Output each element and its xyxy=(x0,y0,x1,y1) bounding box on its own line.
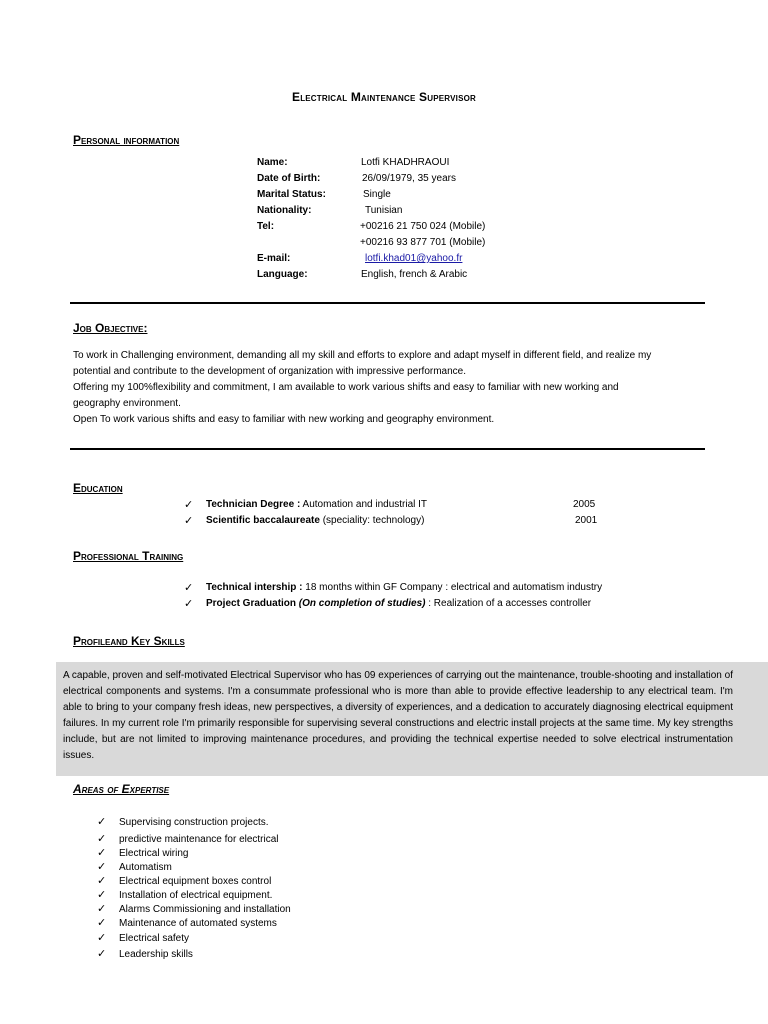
expertise-item: Electrical wiring xyxy=(119,848,189,859)
checkmark-icon: ✓ xyxy=(97,889,107,901)
page-title: Electrical Maintenance Supervisor xyxy=(291,90,477,104)
dob-value: 26/09/1979, 35 years xyxy=(362,173,456,184)
checkmark-icon: ✓ xyxy=(97,932,107,944)
education-year: 2005 xyxy=(573,499,596,510)
personal-row-tel-2 xyxy=(257,237,657,253)
objective-line: potential and contribute to the development of organization with impressive performance. xyxy=(73,366,467,377)
expertise-item: Automatism xyxy=(119,862,172,873)
training-note: (On completion of studies) xyxy=(298,598,426,609)
profile-text: A capable, proven and self-motivated Electrical Supervisor who has 09 experiences of carrying out the maintenance, trouble-shooting and installation of electrical components and systems. I'm a consummate professional who is more than able to provide effective leadership to any electrical team. I'm able to bring to your company fresh ideas, new perspectives, a diversity of experiences, and a dedication to accurately diagnosing electrical equipment failures. In my current role I'm primarily responsible for supervising several constructions and electric install projects at the same time. My key strengths include, but are not limited to improving maintenance procedures, and providing the technical expertise needed to solve electrical instrumentation issues. xyxy=(63,670,733,761)
checkmark-icon: ✓ xyxy=(184,499,194,511)
expertise-item: Maintenance of automated systems xyxy=(119,918,277,929)
education-item xyxy=(206,515,424,526)
expertise-item: Electrical safety xyxy=(119,933,190,944)
checkmark-icon: ✓ xyxy=(97,875,107,887)
personal-info-heading: Personal information xyxy=(73,133,180,147)
marital-value: Single xyxy=(363,189,391,200)
tel-value-2: +00216 93 877 701 (Mobile) xyxy=(360,237,486,248)
expertise-item: Leadership skills xyxy=(119,949,193,960)
training-item xyxy=(206,598,591,609)
personal-row-tel xyxy=(257,221,657,237)
checkmark-icon: ✓ xyxy=(97,847,107,859)
expertise-item: Alarms Commissioning and installation xyxy=(119,904,291,915)
education-heading: Education xyxy=(73,481,123,495)
education-detail: (speciality: technology) xyxy=(319,515,425,526)
objective-line: To work in Challenging environment, demanding all my skill and efforts to explore and adapt myself in different field, and realize my xyxy=(73,350,652,361)
expertise-item: Installation of electrical equipment. xyxy=(119,890,273,901)
checkmark-icon: ✓ xyxy=(184,582,194,594)
dob-label: Date of Birth: xyxy=(257,173,321,184)
divider xyxy=(70,302,705,304)
training-title: Technical intership : xyxy=(206,582,303,593)
education-item xyxy=(206,499,427,510)
marital-label: Marital Status: xyxy=(257,189,326,200)
personal-row-language xyxy=(257,269,657,285)
training-item xyxy=(206,582,602,593)
training-detail: 18 months within GF Company : electrical and automatism industry xyxy=(302,582,603,593)
objective-line: Offering my 100%flexibility and commitment, I am available to work various shifts and easy to familiar with new working and xyxy=(73,382,619,393)
personal-row-name xyxy=(257,157,657,173)
checkmark-icon: ✓ xyxy=(97,861,107,873)
education-degree: Technician Degree : xyxy=(206,499,301,510)
name-value: Lotfi KHADHRAOUI xyxy=(361,157,450,168)
personal-row-nationality xyxy=(257,205,657,221)
personal-row-marital xyxy=(257,189,657,205)
tel-value-1: +00216 21 750 024 (Mobile) xyxy=(360,221,486,232)
expertise-item: predictive maintenance for electrical xyxy=(119,834,279,845)
training-detail: : Realization of a accesses controller xyxy=(425,598,592,609)
training-heading: Professional Training xyxy=(73,549,184,563)
education-year: 2001 xyxy=(575,515,598,526)
personal-row-email xyxy=(257,253,657,269)
nationality-value: Tunisian xyxy=(365,205,403,216)
divider xyxy=(70,448,705,450)
checkmark-icon: ✓ xyxy=(184,515,194,527)
email-label: E-mail: xyxy=(257,253,291,264)
personal-row-dob xyxy=(257,173,657,189)
checkmark-icon: ✓ xyxy=(97,948,107,960)
expertise-item: Electrical equipment boxes control xyxy=(119,876,272,887)
expertise-item: Supervising construction projects. xyxy=(119,817,269,828)
objective-paragraph xyxy=(73,348,705,428)
objective-heading: Job Objective: xyxy=(73,321,148,335)
objective-line: Open To work various shifts and easy to familiar with new working and geography environment. xyxy=(73,414,495,425)
name-label: Name: xyxy=(257,157,288,168)
email-link[interactable]: lotfi.khad01@yahoo.fr xyxy=(365,253,463,264)
checkmark-icon: ✓ xyxy=(97,903,107,915)
education-degree: Scientific baccalaureate xyxy=(206,515,320,526)
education-detail: Automation and industrial IT xyxy=(300,499,428,510)
checkmark-icon: ✓ xyxy=(97,833,107,845)
profile-heading: Profileand Key Skills xyxy=(73,634,185,648)
language-label: Language: xyxy=(257,269,308,280)
checkmark-icon: ✓ xyxy=(97,816,107,828)
language-value: English, french & Arabic xyxy=(361,269,468,280)
training-title: Project Graduation xyxy=(206,598,299,609)
nationality-label: Nationality: xyxy=(257,205,312,216)
tel-label: Tel: xyxy=(257,221,275,232)
objective-line: geography environment. xyxy=(73,398,181,409)
expertise-heading: Areas of Expertise xyxy=(73,782,170,796)
checkmark-icon: ✓ xyxy=(184,598,194,610)
checkmark-icon: ✓ xyxy=(97,917,107,929)
